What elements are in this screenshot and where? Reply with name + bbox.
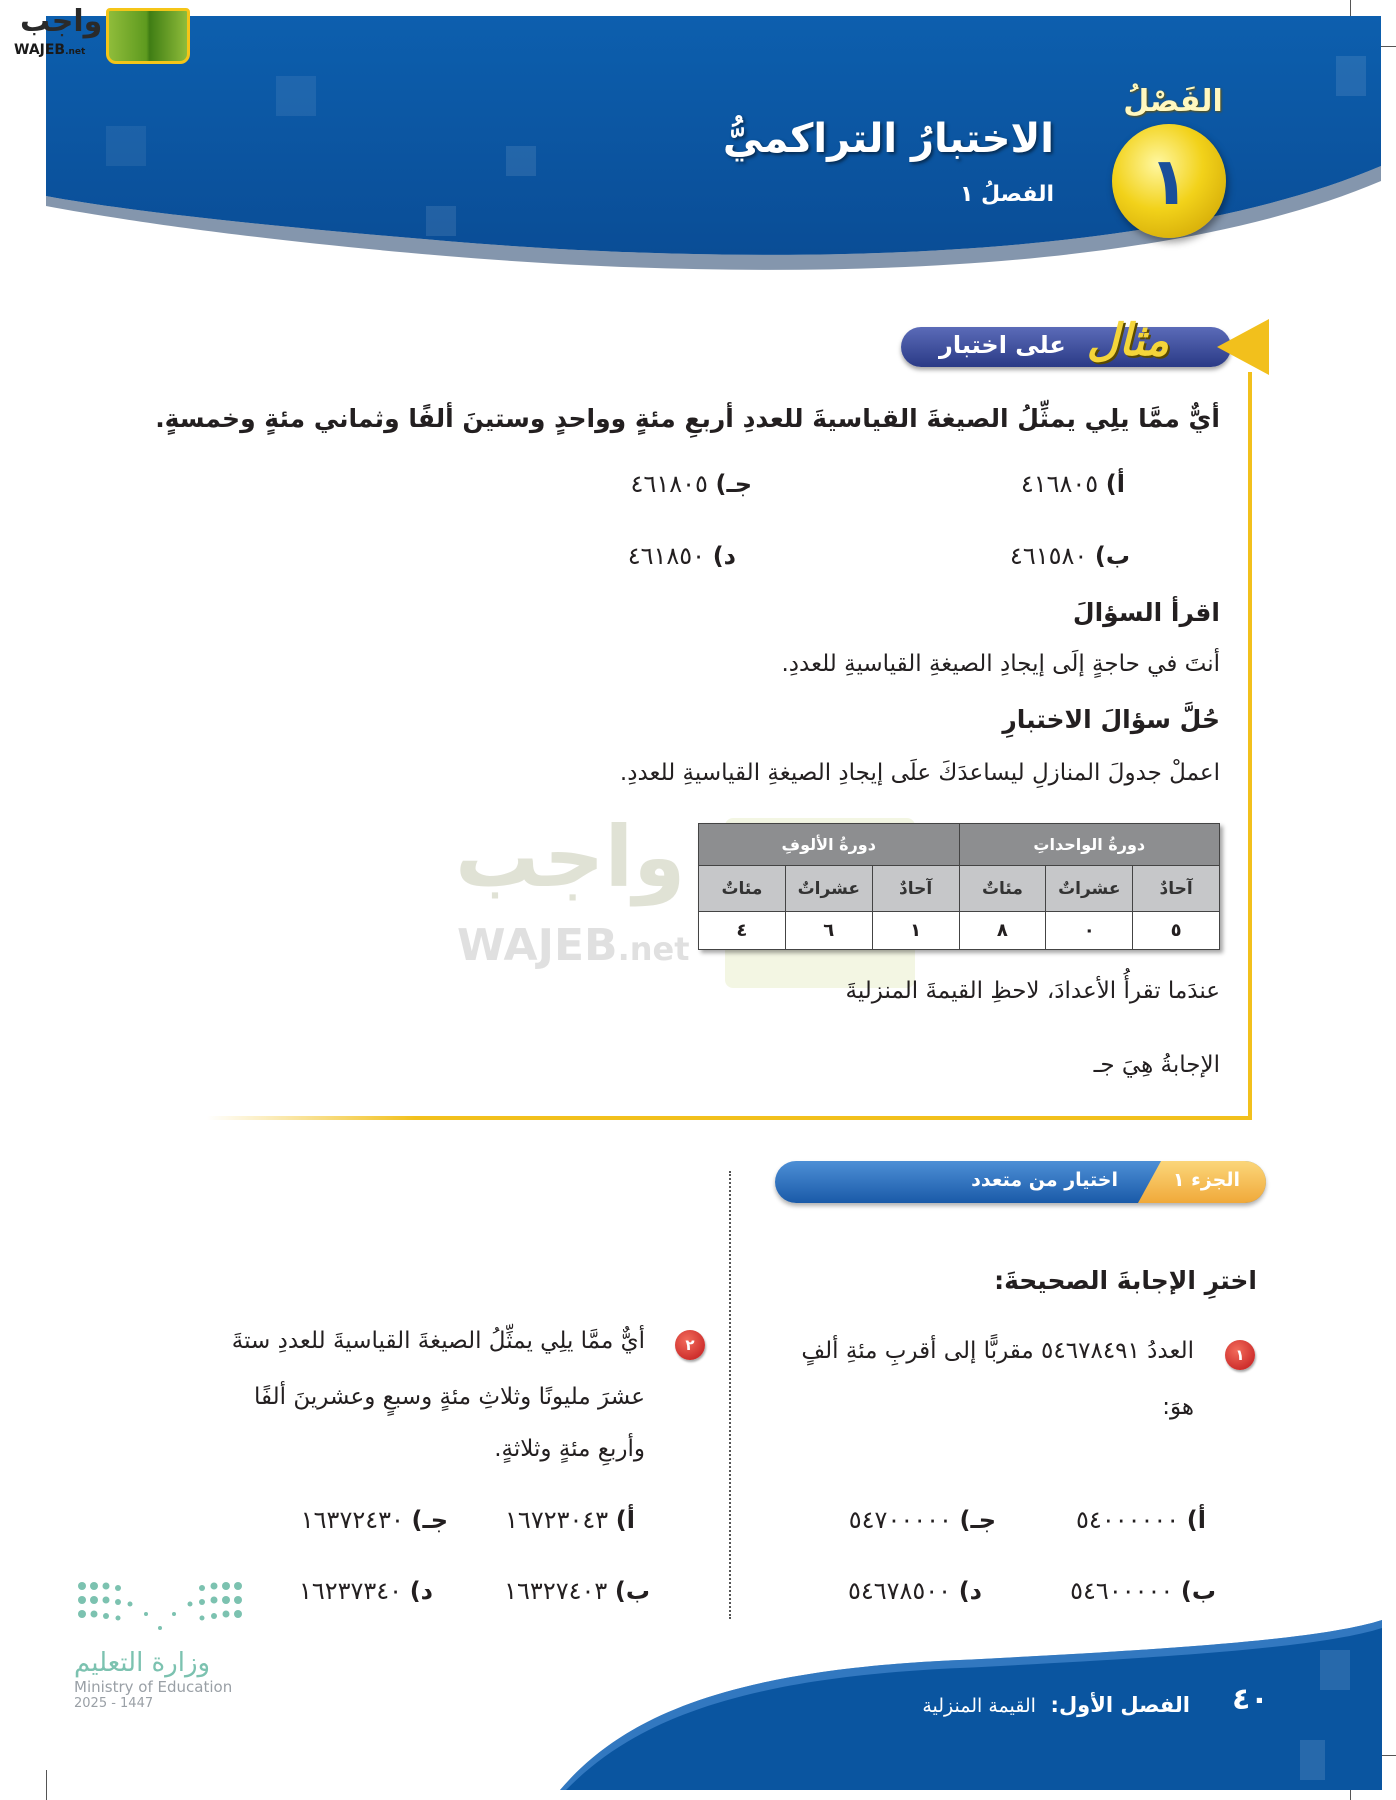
wajeb-watermark: واجب WAJEB.net (455, 808, 715, 988)
ministry-logo (74, 1578, 254, 1711)
chapter-label: الفَصْلُ (1123, 84, 1223, 119)
group-header-thousands: دورةُ الألوفِ (699, 824, 960, 866)
question-2-line: وأربعِ مئةٍ وثلاثةٍ. (494, 1436, 645, 1462)
part-title: اختيار من متعدد (971, 1169, 1118, 1191)
table-cell: ٥ (1133, 912, 1220, 950)
read-question-heading: اقرأ السؤالَ (1072, 598, 1220, 627)
example-option-a: أ) ٤١٦٨٠٥ (1020, 470, 1125, 498)
table-cell: ٦ (785, 912, 872, 950)
q1-option-d: د) ٥٤٦٧٨٥٠٠ (847, 1577, 982, 1605)
example-question: أيٌّ ممَّا يلِي يمثِّلُ الصيغةَ القياسيةَ للعددِ أربعِ مئةٍ وواحدٍ وستينَ ألفًا وثماني مئةٍ وخمسةٍ. (155, 404, 1220, 433)
column-header: آحادٌ (1133, 866, 1220, 912)
q2-option-c: جـ) ١٦٣٧٢٤٣٠ (300, 1506, 448, 1534)
question-2-line: أيٌّ ممَّا يلِي يمثِّلُ الصيغةَ القياسيةَ للعددِ ستةَ (231, 1328, 645, 1354)
ministry-arabic: وزارة التعليم (74, 1648, 211, 1678)
table-cell: ٨ (959, 912, 1046, 950)
footer-title: الفصل الأول: القيمة المنزلية (922, 1693, 1190, 1717)
solve-text: اعملْ جدولَ المنازلِ ليساعدَكَ علَى إيجادِ الصيغةِ القياسيةِ للعددِ. (619, 760, 1220, 786)
wajeb-logo-latin: WAJEB.net (14, 42, 86, 58)
crop-mark (46, 1770, 47, 1800)
example-option-b: ب) ٤٦١٥٨٠ (1009, 542, 1130, 570)
answer-text: الإجابةُ هِيَ جـ (1093, 1052, 1220, 1078)
wajeb-logo-arabic: واجب (20, 4, 103, 39)
page-number: ٤٠ (1232, 1682, 1269, 1717)
triangle-icon (1217, 319, 1269, 375)
question-number-badge: ١ (1225, 1340, 1255, 1370)
ministry-english: Ministry of Education (74, 1678, 233, 1696)
ministry-year: 2025 - 1447 (74, 1696, 154, 1711)
part-banner (775, 1159, 1266, 1205)
q2-option-d: د) ١٦٢٣٧٣٤٠ (298, 1577, 433, 1605)
column-header: مئاتٌ (699, 866, 786, 912)
table-cell: ١ (872, 912, 959, 950)
q1-option-c: جـ) ٥٤٧٠٠٠٠٠ (848, 1506, 996, 1534)
question-2-line: عشرَ مليونًا وثلاثِ مئةٍ وسبعٍ وعشرينَ ألفًا (254, 1384, 645, 1410)
table-cell: ٠ (1046, 912, 1133, 950)
place-value-table (698, 823, 1220, 950)
book-icon (106, 8, 190, 64)
chapter-number-badge: ١ (1112, 124, 1226, 238)
q2-option-b: ب) ١٦٣٢٧٤٠٣ (504, 1577, 650, 1605)
table-cell: ٤ (699, 912, 786, 950)
part-label: الجزء ١ (1172, 1169, 1240, 1191)
question-1-line: العددُ ٥٤٦٧٨٤٩١ مقربًّا إلى أقربِ مئةِ ألفٍ (801, 1338, 1194, 1364)
q1-option-b: ب) ٥٤٦٠٠٠٠٠ (1070, 1577, 1216, 1605)
question-number-badge: ٢ (675, 1330, 705, 1360)
example-frame-right (1248, 372, 1252, 1118)
table-row (699, 912, 1220, 950)
example-banner (901, 315, 1269, 375)
ministry-dots-icon (74, 1578, 246, 1638)
wajeb-logo (10, 4, 190, 66)
example-option-d: د) ٤٦١٨٥٠ (627, 542, 736, 570)
column-header: عشراتٌ (785, 866, 872, 912)
column-header: عشراتٌ (1046, 866, 1133, 912)
example-frame-bottom (207, 1116, 1252, 1120)
group-header-ones: دورةُ الواحداتِ (959, 824, 1219, 866)
solve-heading: حُلَّ سؤالَ الاختبارِ (1002, 705, 1220, 734)
column-divider (729, 1171, 731, 1619)
instruction: اخترِ الإجابةَ الصحيحةَ: (994, 1266, 1257, 1295)
column-header: مئاتٌ (959, 866, 1046, 912)
q1-option-a: أ) ٥٤٠٠٠٠٠٠ (1076, 1506, 1206, 1534)
page-subtitle: الفصلُ ١ (959, 182, 1054, 207)
example-option-c: جـ) ٤٦١٨٠٥ (630, 470, 752, 498)
note-text: عندَما تقرأُ الأعدادَ، لاحظِ القيمةَ المنزليةَ (845, 978, 1220, 1004)
banner-subtitle: على اختبار (939, 331, 1066, 359)
read-question-text: أنتَ في حاجةٍ إلَى إيجادِ الصيغةِ القياسيةِ للعددِ. (781, 651, 1220, 677)
question-1-line: هوَ: (1162, 1394, 1194, 1420)
column-header: آحادٌ (872, 866, 959, 912)
banner-word: مثال (1086, 315, 1169, 366)
q2-option-a: أ) ١٦٧٢٣٠٤٣ (505, 1506, 635, 1534)
page-title: الاختبارُ التراكميُّ (722, 116, 1054, 162)
